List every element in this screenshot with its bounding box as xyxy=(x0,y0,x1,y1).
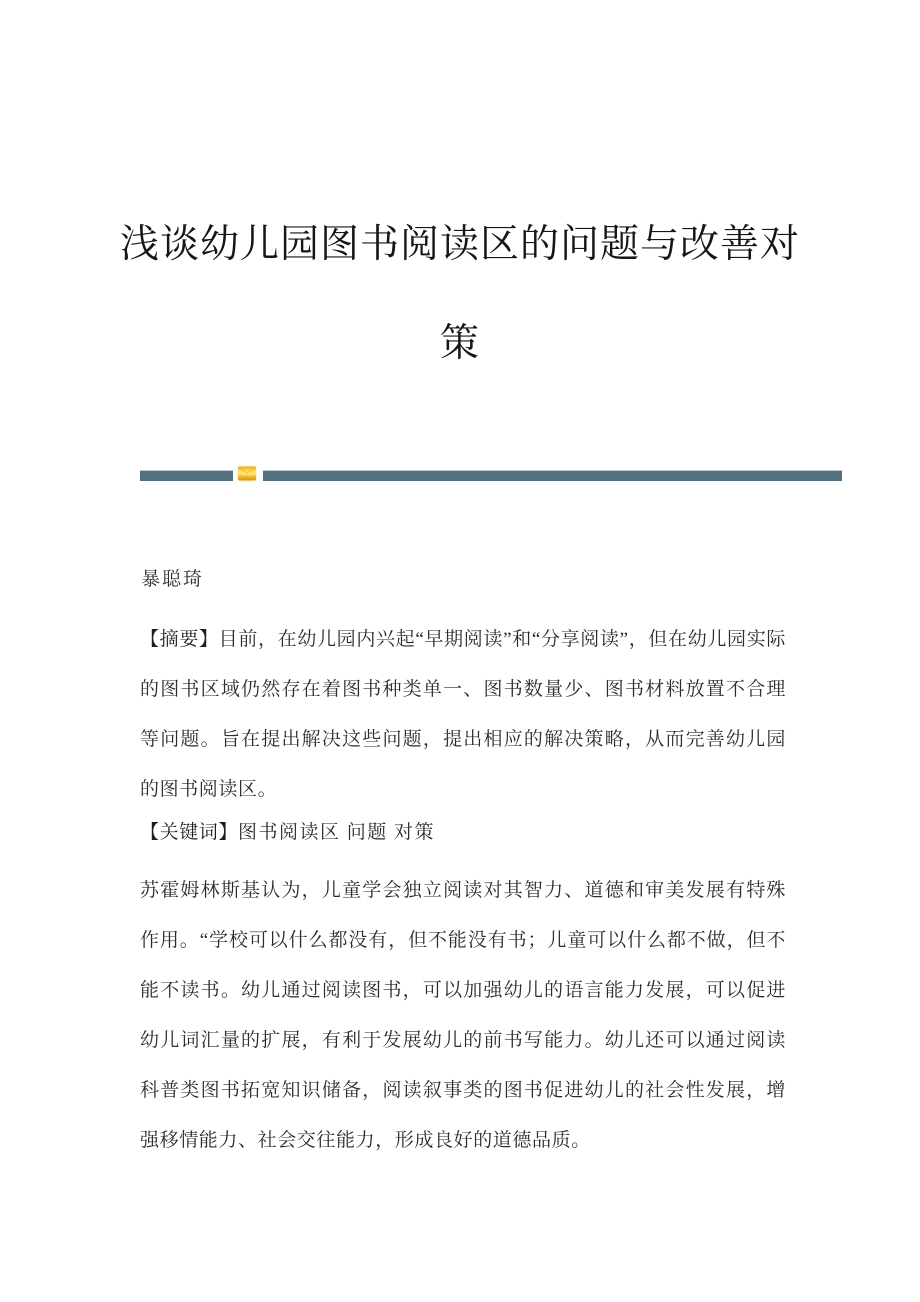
body-paragraph: 苏霍姆林斯基认为，儿童学会独立阅读对其智力、道德和审美发展有特殊作用。“学校可以什么都没有，但不能没有书；儿童可以什么都不做，但不能不读书。幼儿通过阅读图书，可以加强幼儿的语言能力发展，可以促进幼儿词汇量的扩展，有利于发展幼儿的前书写能力。幼儿还可以通过阅读科普类图书拓宽知识储备，阅读叙事类的图书促进幼儿的社会性发展，增强移情能力、社会交往能力，形成良好的道德品质。 xyxy=(140,880,786,1151)
keywords-line xyxy=(140,808,786,858)
abstract-text: 目前，在幼儿园内兴起“早期阅读”和“分享阅读”，但在幼儿园实际的图书区域仍然存在着图书种类单一、图书数量少、图书材料放置不合理等问题。旨在提出解决这些问题，提出相应的解决策略，从而完善幼儿园的图书阅读区。 xyxy=(140,629,786,800)
document-title-line1: 浅谈幼儿园图书阅读区的问题与改善对 xyxy=(119,223,800,266)
keywords-text: 图书阅读区 问题 对策 xyxy=(238,822,436,843)
keywords-label: 【关键词】 xyxy=(140,822,239,843)
divider-bar-left xyxy=(140,470,233,481)
divider-bar-right xyxy=(263,470,842,481)
author-name: 暴聪琦 xyxy=(141,569,205,590)
title-divider xyxy=(140,469,842,487)
abstract-paragraph xyxy=(140,615,786,815)
abstract-label: 【摘要】 xyxy=(140,629,219,650)
gold-envelope-icon xyxy=(237,465,257,487)
document-title-line2: 策 xyxy=(439,322,480,365)
